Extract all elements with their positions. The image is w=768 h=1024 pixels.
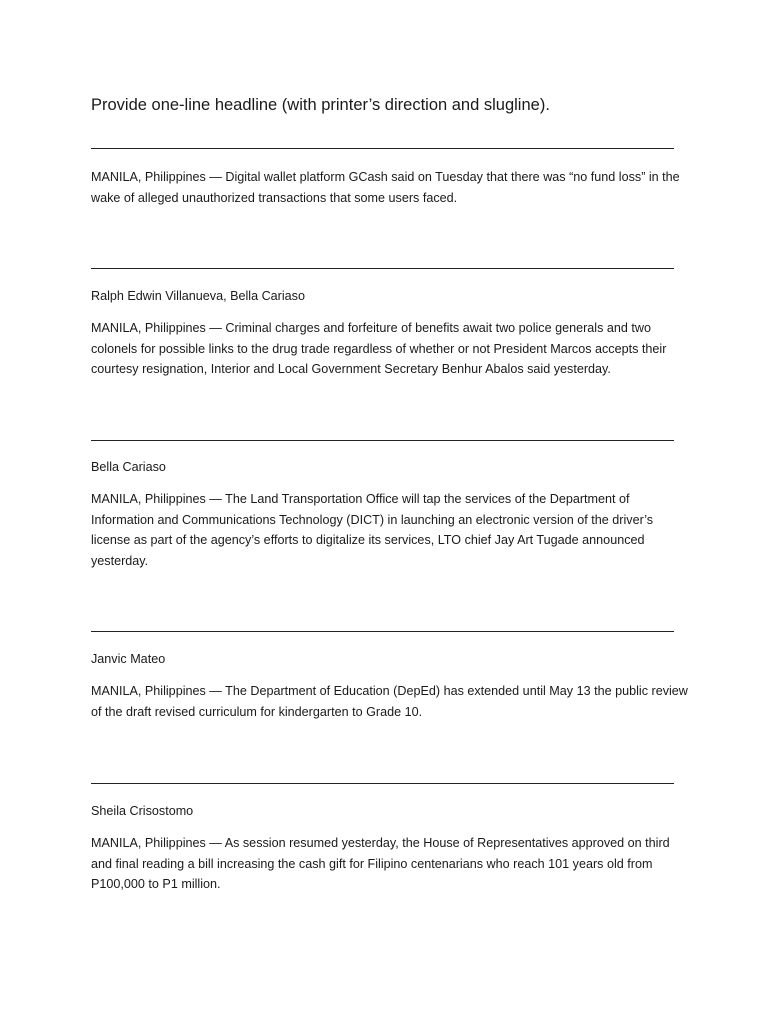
headline-blank-line [91, 440, 674, 441]
article-lede: MANILA, Philippines — The Land Transportation Office will tap the services of the Department of Information and Communications Technology (DICT) in launching an electronic version of the driver’s license as part of the agency’s efforts to digitalize its services, LTO chief Jay Art Tugade announced yesterday. [91, 492, 654, 568]
article-lede: MANILA, Philippines — Digital wallet platform GCash said on Tuesday that there was “no fund loss” in the wake of alleged unauthorized transactions that some users faced. [91, 170, 680, 205]
article-byline: Janvic Mateo [91, 652, 166, 666]
headline-blank-line [91, 631, 674, 632]
headline-blank-line [91, 148, 674, 149]
headline-blank-line [91, 268, 674, 269]
headline-blank-line [91, 783, 674, 784]
article-byline: Ralph Edwin Villanueva, Bella Cariaso [91, 289, 305, 303]
article-lede: MANILA, Philippines — Criminal charges and forfeiture of benefits await two police generals and two colonels for possible links to the drug trade regardless of whether or not President Marcos accepts their courtesy resignation, Interior and Local Government Secretary Benhur Abalos said yesterday. [91, 321, 667, 376]
instruction-heading: Provide one-line headline (with printer’s direction and slugline). [91, 96, 550, 114]
article-byline: Sheila Crisostomo [91, 804, 194, 818]
article-lede: MANILA, Philippines — The Department of Education (DepEd) has extended until May 13 the public review of the draft revised curriculum for kindergarten to Grade 10. [91, 684, 688, 719]
article-byline: Bella Cariaso [91, 460, 166, 474]
article-lede: MANILA, Philippines — As session resumed yesterday, the House of Representatives approved on third and final reading a bill increasing the cash gift for Filipino centenarians who reach 101 years old from P100,000 to P1 million. [91, 836, 670, 891]
